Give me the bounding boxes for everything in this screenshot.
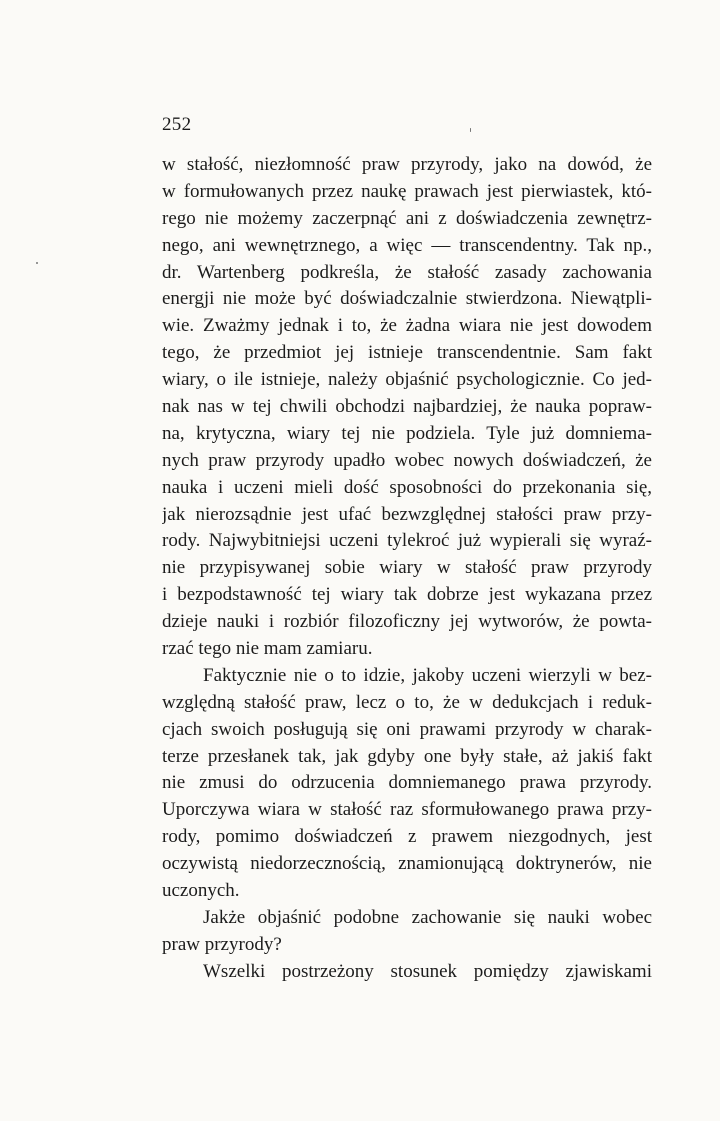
text-line: nauka i uczeni mieli dość sposobności do przekonania się, <box>162 476 652 498</box>
text-line: nych praw przyrody upadło wobec nowych doświadczeń, że <box>162 449 652 471</box>
text-line: cjach swoich posługują się oni prawami przyrody w charak- <box>162 718 652 740</box>
paragraph-first-line: Faktycznie nie o to idzie, jakoby uczeni wierzyli w bez- <box>203 664 652 686</box>
paragraph-last-line: uczonych. <box>162 880 240 902</box>
scan-speck <box>36 262 38 264</box>
text-line: terze przesłanek tak, jak gdyby one były stałe, aż jakiś fakt <box>162 745 652 767</box>
text-line: w formułowanych przez naukę prawach jest pierwiastek, któ- <box>162 180 652 202</box>
text-line: energji nie może być doświadczalnie stwierdzona. Niewątpli- <box>162 288 652 310</box>
text-line: nak nas w tej chwili obchodzi najbardziej, że nauka popraw- <box>162 396 652 418</box>
text-line: dzieje nauki i rozbiór filozoficzny jej wytworów, że powta- <box>162 611 652 633</box>
paragraph-first-line: Jakże objaśnić podobne zachowanie się nauki wobec <box>203 906 652 928</box>
text-line: nego, ani wewnętrznego, a więc — transcendentny. Tak np., <box>162 234 652 256</box>
text-line: nie przypisywanej sobie wiary w stałość praw przyrody <box>162 557 652 579</box>
text-line: rego nie możemy zaczerpnąć ani z doświadczenia zewnętrz- <box>162 207 652 229</box>
text-line: dr. Wartenberg podkreśla, że stałość zasady zachowania <box>162 261 652 283</box>
text-line: tego, że przedmiot jej istnieje transcendentnie. Sam fakt <box>162 342 652 364</box>
text-line: w stałość, niezłomność praw przyrody, jako na dowód, że <box>162 154 652 175</box>
text-body <box>162 152 652 986</box>
text-line: i bezpodstawność tej wiary tak dobrze jest wykazana przez <box>162 584 652 606</box>
text-line: nie zmusi do odrzucenia domniemanego prawa przyrody. <box>162 772 652 794</box>
paragraph-last-line: praw przyrody? <box>162 933 282 955</box>
text-line: jak nierozsądnie jest ufać bezwzględnej stałości praw przy- <box>162 503 652 525</box>
paragraph-last-line: rzać tego nie mam zamiaru. <box>162 638 373 660</box>
text-line: wie. Zważmy jednak i to, że żadna wiara nie jest dowodem <box>162 315 652 337</box>
text-line: rody. Najwybitniejsi uczeni tylekroć już wypierali się wyraź- <box>162 530 652 552</box>
text-line: oczywistą niedorzecznością, znamionującą doktrynerów, nie <box>162 853 652 875</box>
text-line: rody, pomimo doświadczeń z prawem niezgodnych, jest <box>162 826 652 848</box>
scan-speck <box>470 128 471 132</box>
text-line: Uporczywa wiara w stałość raz sformułowanego prawa przy- <box>162 799 652 821</box>
text-line: na, krytyczna, wiary tej nie podziela. Tyle już domniema- <box>162 422 652 444</box>
text-line: wiary, o ile istnieje, należy objaśnić psychologicznie. Co jed- <box>162 369 652 391</box>
text-line: względną stałość praw, lecz o to, że w dedukcjach i reduk- <box>162 691 652 713</box>
paragraph-first-line: Wszelki postrzeżony stosunek pomiędzy zjawiskami <box>203 960 652 982</box>
page-number: 252 <box>162 114 192 135</box>
